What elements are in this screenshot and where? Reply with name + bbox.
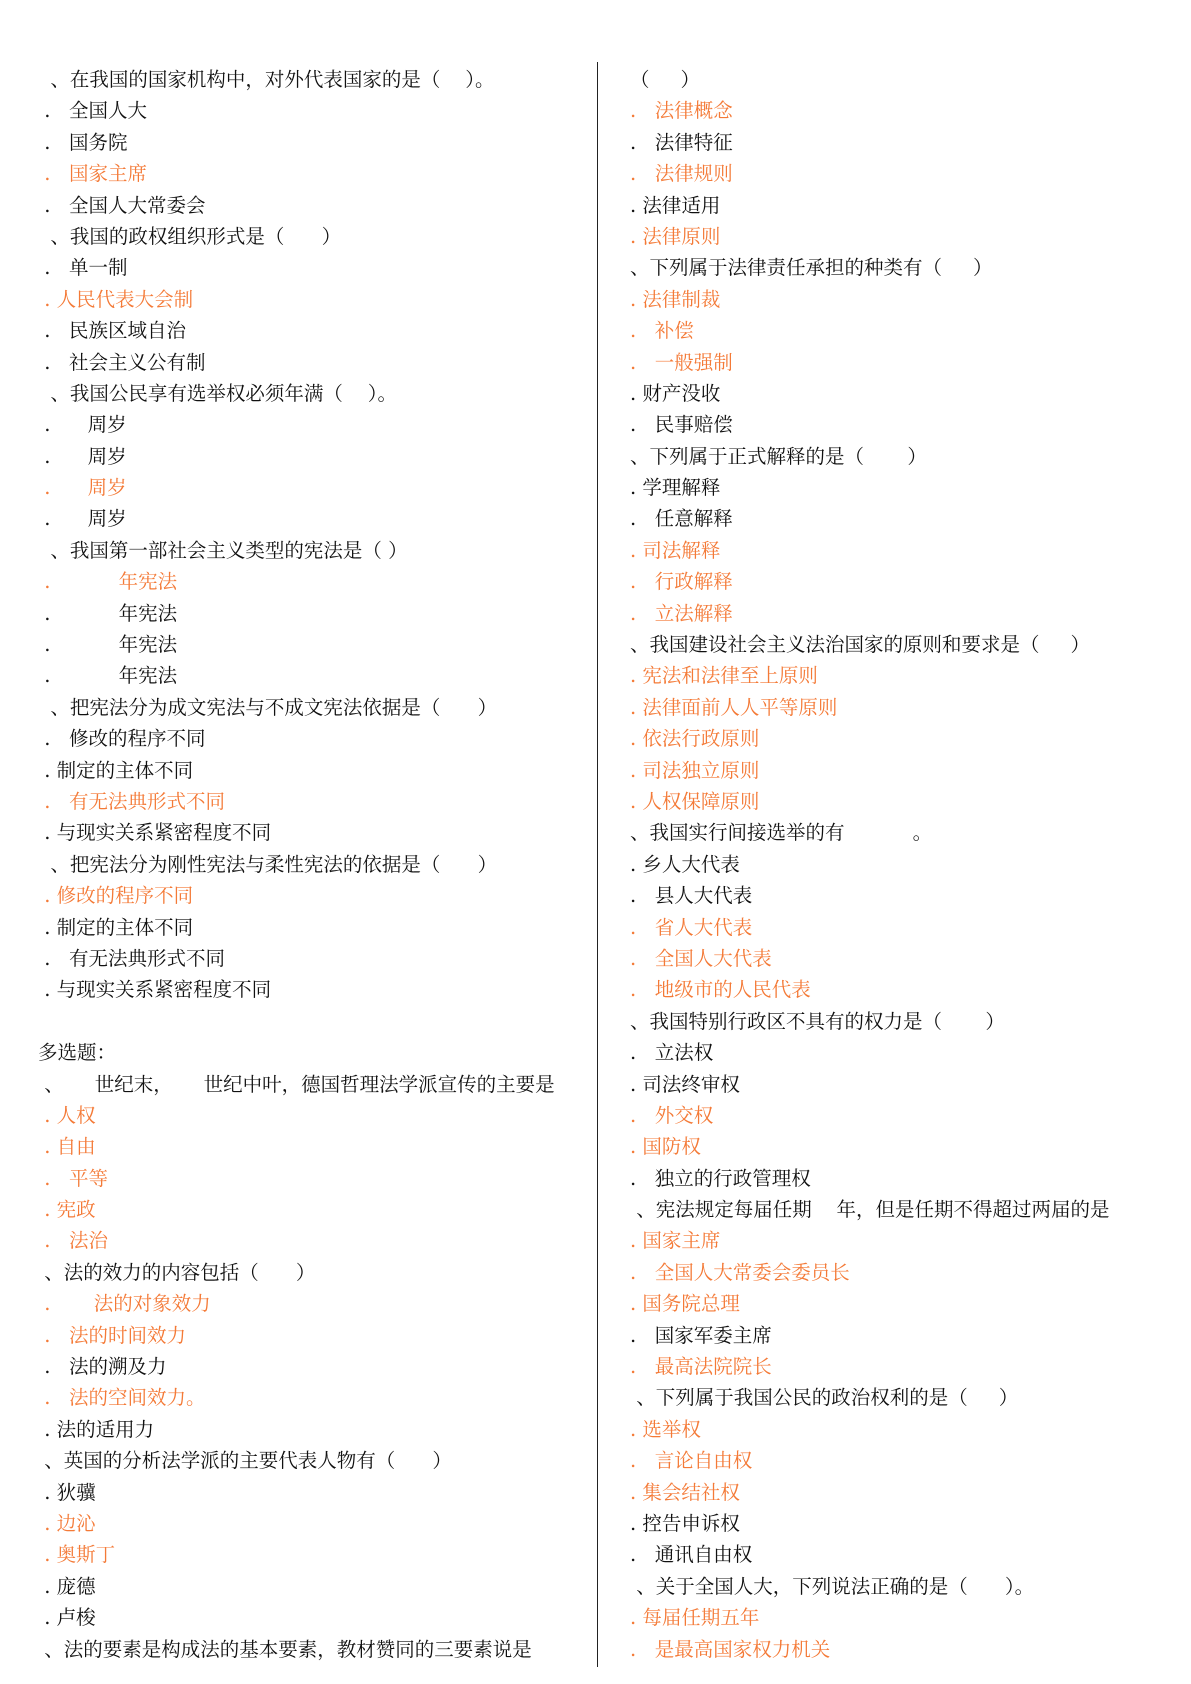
answer-option: . 宪政	[38, 1198, 96, 1222]
option-line: . 全国人大常委会	[38, 193, 206, 217]
blank-line	[38, 1006, 598, 1037]
question-line: 、法的要素是构成法的基本要素，教材赞同的三要素说是	[38, 1637, 532, 1661]
option-line: . 年宪法	[38, 633, 178, 657]
option-line: . 制定的主体不同	[38, 758, 194, 782]
answer-option: . 全国人大代表	[630, 946, 772, 970]
option-line: . 法律特征	[630, 130, 733, 154]
answer-option: . 奥斯丁	[38, 1543, 116, 1567]
option-line: . 国家军委主席	[630, 1323, 772, 1347]
option-line: . 周岁	[38, 413, 127, 437]
question-line: 、法的效力的内容包括（ ）	[38, 1260, 316, 1284]
option-line: . 全国人大	[38, 99, 147, 123]
option-line: . 乡人大代表	[630, 852, 740, 876]
answer-option: . 自由	[38, 1135, 96, 1159]
question-line: 、把宪法分为成文宪法与不成文宪法依据是（ ）	[38, 695, 498, 719]
option-line: . 有无法典形式不同	[38, 946, 225, 970]
answer-option: . 选举权	[630, 1417, 701, 1441]
question-line: 、下列属于正式解释的是（ ）	[630, 444, 927, 468]
answer-option: . 外交权	[630, 1103, 714, 1127]
option-line: . 国务院	[38, 130, 128, 154]
answer-option: . 法律原则	[630, 224, 721, 248]
answer-option: . 依法行政原则	[630, 727, 760, 751]
option-line: . 年宪法	[38, 601, 178, 625]
answer-option: . 法的对象效力	[38, 1292, 211, 1316]
answer-option: . 法治	[38, 1229, 108, 1253]
answer-option: . 言论自由权	[630, 1449, 753, 1473]
question-line: 、下列属于法律责任承担的种类有（ ）	[630, 256, 993, 280]
option-line: . 财产没收	[630, 381, 721, 405]
answer-option: . 国家主席	[38, 162, 147, 186]
answer-option: . 集会结社权	[630, 1480, 740, 1504]
question-line: 、宪法规定每届任期 年，但是任期不得超过两届的是	[630, 1198, 1110, 1222]
answer-option: . 法律制裁	[630, 287, 721, 311]
answer-option: . 人权	[38, 1103, 96, 1127]
option-line: . 周岁	[38, 444, 127, 468]
option-line: . 与现实关系紧密程度不同	[38, 978, 272, 1002]
answer-option: . 法的空间效力。	[38, 1386, 206, 1410]
answer-option: . 每届任期五年	[630, 1606, 760, 1630]
option-line: . 狄骥	[38, 1480, 96, 1504]
answer-option: . 年宪法	[38, 570, 178, 594]
answer-option: . 人权保障原则	[630, 789, 760, 813]
answer-option: . 补偿	[630, 319, 694, 343]
option-line: . 庞德	[38, 1574, 96, 1598]
answer-option: . 省人大代表	[630, 915, 753, 939]
option-line: . 任意解释	[630, 507, 733, 531]
question-line: 、我国的政权组织形式是（ ）	[38, 224, 342, 248]
question-line: 、我国公民享有选举权必须年满（ ）。	[38, 381, 397, 405]
answer-option: . 法律面前人人平等原则	[630, 695, 838, 719]
option-line: . 年宪法	[38, 664, 178, 688]
question-line: 多选题：	[38, 1041, 117, 1065]
answer-option: . 是最高国家权力机关	[630, 1637, 831, 1661]
question-line: 、我国实行间接选举的有 。	[630, 821, 933, 845]
option-line: . 单一制	[38, 256, 128, 280]
column-divider	[597, 62, 598, 1667]
answer-option: . 修改的程序不同	[38, 884, 194, 908]
answer-option: . 最高法院院长	[630, 1355, 772, 1379]
answer-option: . 边沁	[38, 1511, 96, 1535]
answer-option: . 平等	[38, 1166, 108, 1190]
option-line: . 与现实关系紧密程度不同	[38, 821, 272, 845]
question-line: 、 世纪末， 世纪中叶，德国哲理法学派宣传的主要是	[38, 1072, 555, 1096]
answer-option: . 国务院总理	[630, 1292, 740, 1316]
option-line: . 独立的行政管理权	[630, 1166, 811, 1190]
answer-option: . 法的时间效力	[38, 1323, 186, 1347]
option-line: . 民事赔偿	[630, 413, 733, 437]
question-line: 、关于全国人大，下列说法正确的是（ ）。	[630, 1574, 1035, 1598]
answer-option: . 周岁	[38, 476, 127, 500]
answer-option: . 法律规则	[630, 162, 733, 186]
option-line: . 法的适用力	[38, 1417, 155, 1441]
option-line: . 法的溯及力	[38, 1355, 167, 1379]
question-line: 、我国第一部社会主义类型的宪法是（ ）	[38, 538, 408, 562]
option-line: . 学理解释	[630, 476, 721, 500]
answer-option: . 司法解释	[630, 538, 721, 562]
option-line: . 立法权	[630, 1041, 714, 1065]
left-column	[38, 64, 598, 1665]
right-column	[630, 64, 1190, 1665]
answer-option: . 国防权	[630, 1135, 701, 1159]
answer-option: . 司法独立原则	[630, 758, 760, 782]
option-line: . 民族区域自治	[38, 319, 186, 343]
option-line: . 司法终审权	[630, 1072, 740, 1096]
option-line: . 法律适用	[630, 193, 721, 217]
question-line: 、在我国的国家机构中，对外代表国家的是（ ）。	[38, 68, 495, 91]
option-line: . 修改的程序不同	[38, 727, 206, 751]
answer-option: . 立法解释	[630, 601, 733, 625]
question-line: 、下列属于我国公民的政治权利的是（ ）	[630, 1386, 1019, 1410]
answer-option: . 地级市的人民代表	[630, 978, 811, 1002]
option-line: . 社会主义公有制	[38, 350, 206, 374]
answer-option: . 宪法和法律至上原则	[630, 664, 818, 688]
option-line: . 控告申诉权	[630, 1511, 740, 1535]
option-line: . 通讯自由权	[630, 1543, 753, 1567]
answer-option: . 人民代表大会制	[38, 287, 194, 311]
option-line: . 周岁	[38, 507, 127, 531]
option-line: . 制定的主体不同	[38, 915, 194, 939]
question-line: 、我国建设社会主义法治国家的原则和要求是（ ）	[630, 633, 1090, 657]
question-line: 、把宪法分为刚性宪法与柔性宪法的依据是（ ）	[38, 852, 498, 876]
answer-option: . 法律概念	[630, 99, 733, 123]
answer-option: . 一般强制	[630, 350, 733, 374]
answer-option: . 全国人大常委会委员长	[630, 1260, 850, 1284]
question-line: 、我国特别行政区不具有的权力是（ ）	[630, 1009, 1005, 1033]
question-line: （ ）	[630, 68, 700, 91]
answer-option: . 国家主席	[630, 1229, 721, 1253]
option-line: . 县人大代表	[630, 884, 753, 908]
question-line: 、英国的分析法学派的主要代表人物有（ ）	[38, 1449, 452, 1473]
option-line: . 卢梭	[38, 1606, 96, 1630]
answer-option: . 有无法典形式不同	[38, 789, 225, 813]
answer-option: . 行政解释	[630, 570, 733, 594]
